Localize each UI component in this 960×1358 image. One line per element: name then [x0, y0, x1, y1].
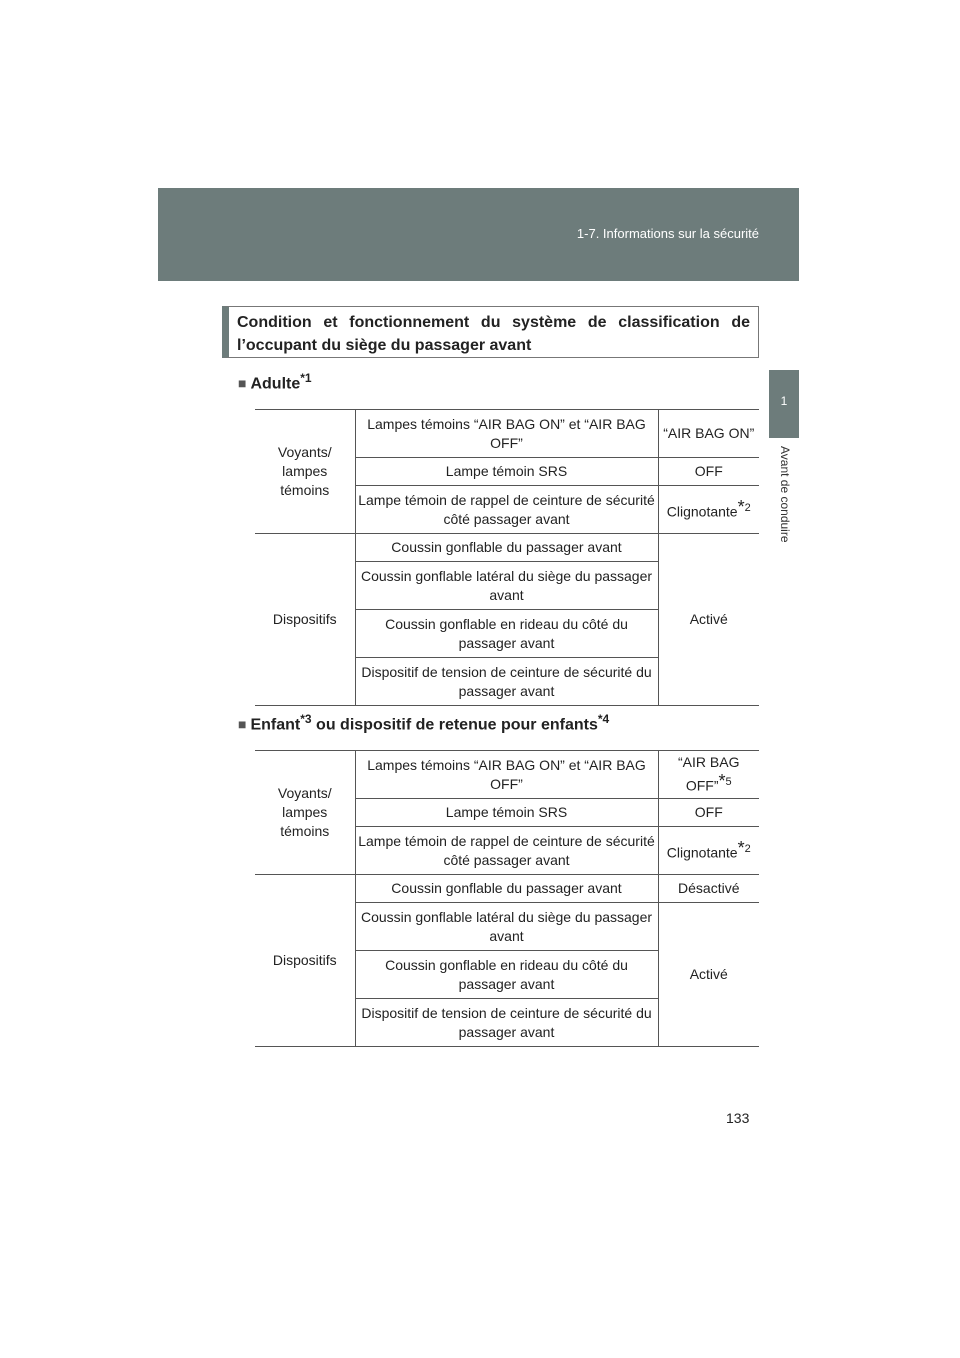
child-indicator-value: “AIR BAG OFF”$^{*5}$: [658, 751, 759, 799]
adult-heading-text: Adulte: [250, 375, 301, 393]
child-heading: ■ Enfant$^{*3}$ ou dispositif de retenue pour enfants$^{*4}$: [238, 712, 610, 734]
adult-indicator-value: “AIR BAG ON”: [658, 410, 759, 458]
header-band: [158, 188, 799, 281]
adult-heading-note: *1: [300, 371, 312, 385]
square-bullet-icon: ■: [238, 716, 247, 733]
adult-table: [255, 409, 759, 706]
adult-devices-label: Dispositifs: [255, 534, 355, 706]
child-device-label: Dispositif de tension de ceinture de sécurité du passager avant: [355, 999, 658, 1047]
child-table: [255, 750, 759, 1047]
child-devices-label: Dispositifs: [255, 875, 355, 1047]
child-devices-value: Activé: [658, 903, 759, 1047]
child-device-label: Coussin gonflable du passager avant: [355, 875, 658, 903]
child-device-value: Désactivé: [658, 875, 759, 903]
chapter-tab[interactable]: [769, 370, 799, 438]
adult-devices-value: Activé: [658, 534, 759, 706]
section-path: 1-7. Informations sur la sécurité: [576, 226, 759, 241]
adult-indicator-label: Lampes témoins “AIR BAG ON” et “AIR BAG OFF”: [355, 410, 658, 458]
adult-device-label: Dispositif de tension de ceinture de sécurité du passager avant: [355, 658, 658, 706]
chapter-label: Avant de conduire: [778, 446, 792, 543]
child-device-label: Coussin gonflable latéral du siège du passager avant: [355, 903, 658, 951]
adult-device-label: Coussin gonflable latéral du siège du passager avant: [355, 562, 658, 610]
adult-indicator-label: Lampe témoin SRS: [355, 458, 658, 486]
adult-indicator-value: OFF: [658, 458, 759, 486]
adult-indicators-label: Voyants/ lampes témoins: [255, 410, 355, 534]
square-bullet-icon: ■: [238, 375, 247, 392]
adult-heading: [238, 371, 312, 393]
adult-device-label: Coussin gonflable du passager avant: [355, 534, 658, 562]
child-indicators-label: Voyants/ lampes témoins: [255, 751, 355, 875]
section-title: Condition et fonctionnement du système de classification de l’occupant du siège du passager avant: [222, 306, 759, 358]
adult-device-label: Coussin gonflable en rideau du côté du passager avant: [355, 610, 658, 658]
page-number: 133: [726, 1110, 750, 1126]
child-indicator-label: Lampes témoins “AIR BAG ON” et “AIR BAG OFF”: [355, 751, 658, 799]
child-indicator-value: OFF: [658, 799, 759, 827]
child-indicator-label: Lampe témoin de rappel de ceinture de sécurité côté passager avant: [355, 827, 658, 875]
child-indicator-value: Clignotante$^{*2}$: [658, 827, 759, 875]
child-device-label: Coussin gonflable en rideau du côté du passager avant: [355, 951, 658, 999]
chapter-number: 1: [780, 394, 788, 408]
adult-indicator-label: Lampe témoin de rappel de ceinture de sécurité côté passager avant: [355, 486, 658, 534]
adult-indicator-value: Clignotante$^{*2}$: [658, 486, 759, 534]
child-indicator-label: Lampe témoin SRS: [355, 799, 658, 827]
